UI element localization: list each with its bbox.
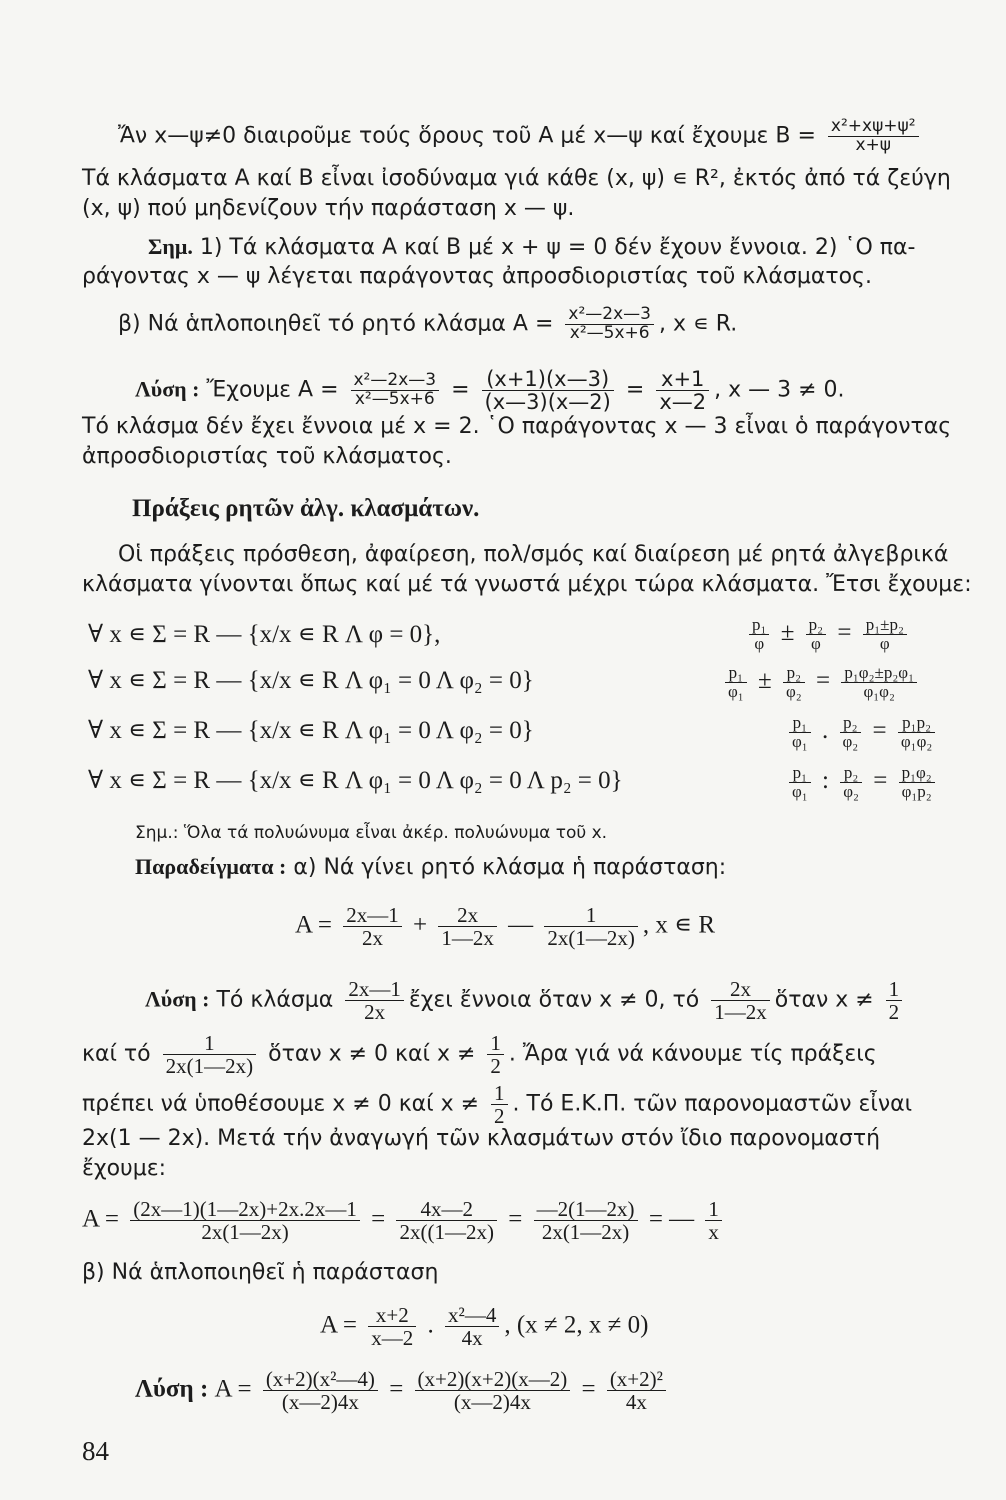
op-condition-divide: ∀ x ∊ Σ = R — {x/x ∊ R Λ φ₁ = 0 Λ φ₂ = 0 Λ p₂ = 0}: [88, 767, 623, 794]
example-b2-expression: A = $\frac{x+2}{x—2}$ . $\frac{\text{x²—4}}{4x}$ , (x ≠ 2, x ≠ 0): [320, 1303, 649, 1351]
fraction: $\frac{x+1}{x—2}$: [656, 368, 709, 413]
section-heading: Πράξεις ρητῶν ἀλγ. κλασμάτων.: [132, 495, 480, 522]
examples-line: Παραδείγματα : α) Νά γίνει ρητό κλάσμα ἡ παράσταση:: [135, 854, 727, 880]
fraction: $\frac{\text{x²—2x—3}}{\text{x²—5x+6}}$: [565, 306, 654, 343]
fraction: $\frac{(x+1)(x—3)}{(x—3)(x—2)}$: [482, 368, 614, 413]
ops-note: Σημ.: Ὅλα τά πολυώνυμα εἶναι ἀκέρ. πολυώνυμα τοῦ x.: [135, 823, 608, 843]
note-1-line-2: ράγοντας x — ψ λέγεται παράγοντας ἀπροσδιοριστίας τοῦ κλάσματος.: [82, 264, 872, 289]
intro-text: Ἄν x—ψ≠0 διαιροῦμε τούς ὅρους τοῦ Α μέ x—ψ καί ἔχουμε Β =: [118, 123, 816, 149]
ops-line-2: κλάσματα γίνονται ὅπως καί μέ τά γνωστά μέχρι τώρα κλάσματα. Ἔτσι ἔχουμε:: [82, 572, 972, 597]
solution-2-line-1: Λύση : Τό κλάσμα $\frac{2x—1}{2x}$ ἔχει ἔννοια ὅταν x ≠ 0, τό $\frac{2x}{1—2x}$ ὅταν x ≠ $\frac{1}{2}$: [145, 978, 907, 1023]
solution-3: Λύση : A = $\frac{\text{(x+2)(x²—4)}}{(x—2)4x}$ = $\frac{(x+2)(x+2)(x—2)}{(x—2)4x}$ = $\frac{\text{(x+2)²}}{4x}$: [135, 1368, 671, 1413]
solution-2-line-4: 2x(1 — 2x). Μετά τήν ἀναγωγή τῶν κλασμάτων στόν ἴδιο παρονομαστή: [82, 1126, 881, 1151]
op-condition-add: ∀ x ∊ Σ = R — {x/x ∊ R Λ φ₁ = 0 Λ φ₂ = 0}: [88, 667, 534, 694]
solution-1: Λύση : Ἔχουμε Α = $\frac{\text{x²—2x—3}}{\text{x²—5x+6}}$ = $\frac{(x+1)(x—3)}{(x—3)(x—2)}$ = $\frac{x+1}{x—2}$ , x — 3 ≠ 0.: [135, 367, 845, 415]
intro-line-1: [118, 118, 924, 155]
solution-1-line-3: ἀπροσδιοριστίας τοῦ κλάσματος.: [82, 444, 452, 469]
intro-line-3: (x, ψ) πού μηδενίζουν τήν παράσταση x — ψ.: [82, 196, 575, 221]
note-1-line-1: Σημ. 1) Τά κλάσματα Α καί Β μέ x + ψ = 0 δέν ἔχουν ἔννοια. 2) ῾Ο πα-: [148, 234, 916, 260]
ops-line-1: Οἱ πράξεις πρόσθεση, ἀφαίρεση, πολ/σμός καί διαίρεση μέ ρητά ἀλγεβρικά: [118, 542, 949, 567]
example-b1: β) Νά ἁπλοποιηθεῖ τό ρητό κλάσμα Α = $\frac{\text{x²—2x—3}}{\text{x²—5x+6}}$ , x ∊ R.: [118, 304, 738, 343]
intro-line-2: Τά κλάσματα Α καί Β εἶναι ἰσοδύναμα γιά κάθε (x, ψ) ∊ R², ἐκτός ἀπό τά ζεύγη: [82, 166, 951, 191]
fraction-B: $\frac{\text{x²+xψ+ψ²}}{x+\psi}$: [828, 118, 919, 155]
op-formula-add-same: $\frac{\text{p₁}}{\varphi}$ ± $\frac{\text{p₂}}{\varphi}$ = $\frac{\text{p₁±p₂}}{\varphi}$: [744, 616, 912, 653]
solution-2-line-3: πρέπει νά ὑποθέσουμε x ≠ 0 καί x ≠ $\frac{1}{2}$ . Τό Ε.Κ.Π. τῶν παρονομαστῶν εἶναι: [82, 1081, 913, 1129]
examples-expression: A = $\frac{2x—1}{2x}$ + $\frac{2x}{1—2x}$ — $\frac{1}{2x(1—2x)}$ , x ∊ R: [295, 903, 716, 951]
solution-2-line-2: καί τό $\frac{1}{2x(1—2x)}$ ὅταν x ≠ 0 καί x ≠ $\frac{1}{2}$ . Ἄρα γιά νά κάνουμε τίς πράξεις: [82, 1031, 877, 1079]
solution-label: Λύση :: [145, 986, 210, 1012]
op-formula-multiply: $\frac{\text{p₁}}{\text{φ₁}}$ . $\frac{\text{p₂}}{\text{φ₂}}$ = $\frac{\text{p₁p₂}}{\text{φ₁φ₂}}$: [784, 714, 940, 751]
op-formula-add: $\frac{\text{p₁}}{\text{φ₁}}$ ± $\frac{\text{p₂}}{\text{φ₂}}$ = $\frac{\text{p₁φ₂±p₂φ₁}}{\text{φ₁φ₂}}$: [720, 664, 922, 701]
example-b2: β) Νά ἁπλοποιηθεῖ ἡ παράσταση: [82, 1260, 439, 1285]
solution-2-line-5: ἔχουμε:: [82, 1156, 167, 1181]
page-number: 84: [82, 1436, 109, 1466]
solution-label: Λύση :: [135, 376, 200, 402]
solution-2-equation: A = $\frac{(2x—1)(1—2x)+2x.2x—1}{2x(1—2x)}$ = $\frac{4x—2}{2x((1—2x)}$ = $\frac{—2(1—2x)}{2x(1—2x)}$ = — $\frac{1}{x}$: [82, 1198, 727, 1243]
op-condition-add-same: ∀ x ∊ Σ = R — {x/x ∊ R Λ φ = 0},: [88, 621, 441, 648]
note-label: Σημ.: [148, 234, 193, 259]
examples-label: Παραδείγματα :: [135, 854, 287, 879]
fraction: $\frac{\text{x²—2x—3}}{\text{x²—5x+6}}$: [351, 372, 440, 409]
op-condition-multiply: ∀ x ∊ Σ = R — {x/x ∊ R Λ φ₁ = 0 Λ φ₂ = 0}: [88, 717, 534, 744]
solution-label: Λύση :: [135, 1375, 209, 1403]
solution-1-line-2: Τό κλάσμα δέν ἔχει ἔννοια μέ x = 2. ῾Ο παράγοντας x — 3 εἶναι ὁ παράγοντας: [82, 414, 952, 439]
op-formula-divide: $\frac{\text{p₁}}{\text{φ₁}}$ : $\frac{\text{p₂}}{\text{φ₂}}$ = $\frac{\text{p₁φ₂}}{\text{φ₁p₂}}$: [784, 764, 940, 801]
